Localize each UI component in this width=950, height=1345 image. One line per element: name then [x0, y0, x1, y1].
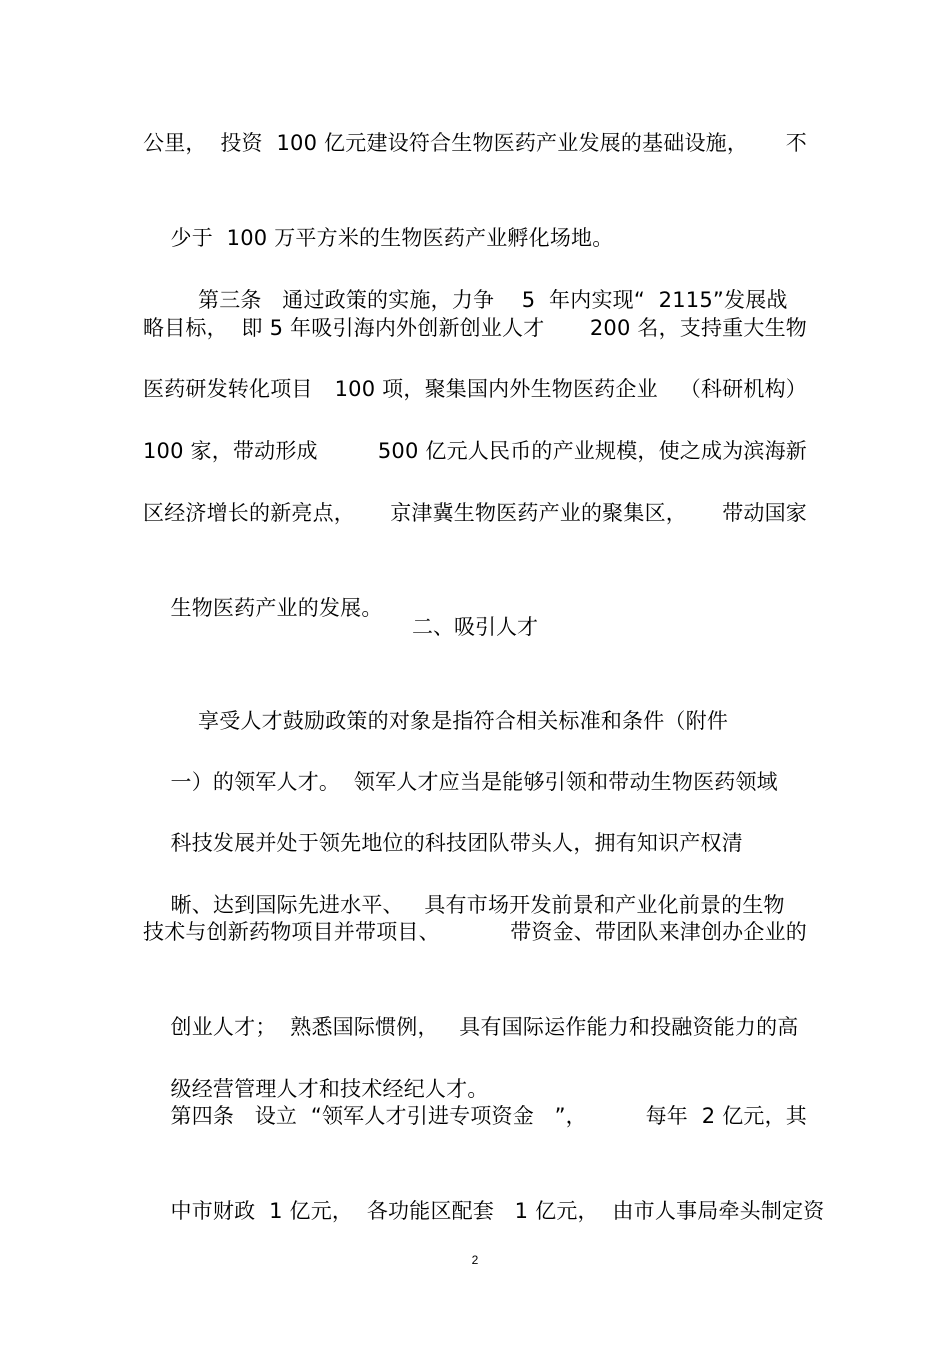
text-line-9 [143, 670, 807, 733]
text-segment: 京津冀生物医药产业的聚集区， [390, 501, 687, 525]
text-line-17 [143, 1160, 825, 1223]
text-segment: 第三条 通过政策的实施，力争 5 年内实现“ 2115”发展战 [170, 288, 788, 312]
text-segment: 公里， 投资 100 亿元建设符合生物医药产业发展的基础设施， [143, 131, 749, 155]
text-segment: 500 亿元人民币的产业规模，使之成为滨海新 [377, 439, 807, 463]
text-segment: 技术与创新药物项目并带项目、 [143, 920, 440, 944]
text-line-1 [143, 126, 807, 160]
text-segment: 第四条 设立 “领军人才引进专项资金 ”， [143, 1104, 587, 1128]
text-segment: 创业人才； 熟悉国际惯例， 具有国际运作能力和投融资能力的高 [170, 1015, 799, 1039]
text-line-11 [143, 792, 807, 855]
text-segment: 少于 100 万平方米的生物医药产业孵化场地。 [170, 226, 614, 250]
text-segment: 享受人才鼓励政策的对象是指符合相关标准和条件（附件 [170, 709, 729, 733]
text-line-14 [143, 976, 807, 1039]
text-segment: 医药研发转化项目 [143, 377, 313, 401]
text-segment: 不 [785, 131, 807, 155]
text-segment: 100 项，聚集国内外生物医药企业 [334, 377, 658, 401]
text-line-4 [143, 311, 807, 345]
text-line-6 [143, 434, 807, 468]
page-number: 2 [471, 1253, 479, 1267]
text-line-3 [143, 249, 807, 312]
text-segment: 晰、达到国际先进水平、 具有市场开发前景和产业化前景的生物 [170, 893, 785, 917]
text-segment: 一）的领军人才。 领军人才应当是能够引领和带动生物医药领域 [170, 770, 778, 794]
text-segment: 科技发展并处于领先地位的科技团队带头人，拥有知识产权清 [170, 831, 743, 855]
text-segment: 级经营管理人才和技术经纪人才。 [170, 1077, 489, 1101]
text-segment: 每年 2 亿元，其 [645, 1104, 807, 1128]
text-line-5 [143, 372, 807, 406]
text-line-15 [143, 1038, 807, 1101]
text-segment: 带动国家 [722, 501, 807, 525]
text-line-2 [143, 187, 807, 250]
text-line-10 [143, 731, 807, 794]
text-segment: 中市财政 1 亿元， 各功能区配套 1 亿元， 由市人事局牵头制定资 [170, 1199, 825, 1223]
text-segment: 200 名，支持重大生物 [589, 316, 807, 340]
text-segment: 区经济增长的新亮点， [143, 501, 355, 525]
text-segment: 略目标， 即 5 年吸引海内外创新创业人才 [143, 316, 545, 340]
text-line-8 [143, 557, 807, 620]
text-segment: 带资金、带团队来津创办企业的 [510, 920, 807, 944]
text-line-12 [143, 854, 807, 917]
text-line-13 [143, 915, 807, 949]
section-heading: 二、吸引人才 [412, 615, 538, 639]
text-line-7 [143, 496, 807, 530]
text-segment: （科研机构） [679, 377, 807, 401]
text-segment: 100 家，带动形成 [143, 439, 318, 463]
text-segment: 生物医药产业的发展。 [170, 596, 383, 620]
text-line-16 [143, 1099, 807, 1133]
